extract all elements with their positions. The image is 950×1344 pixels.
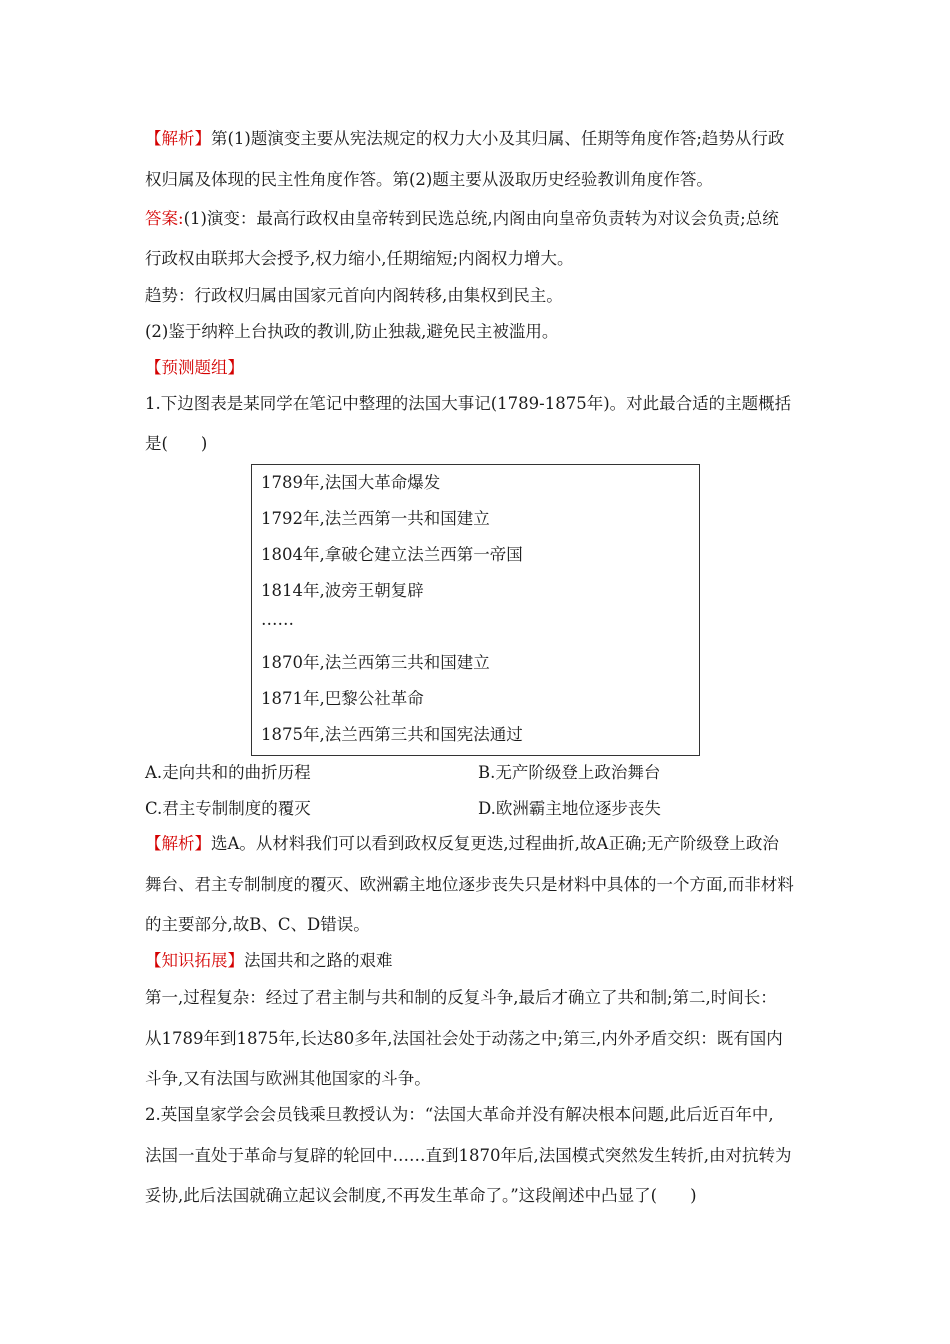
extension-heading — [145, 947, 393, 971]
q2-line-2: 法国一直处于革命与复辟的轮回中……直到1870年后,法国模式突然发生转折,由对抗转为 — [145, 1146, 792, 1165]
extension-line-1: 第一,过程复杂：经过了君主制与共和制的反复斗争,最后才确立了共和制;第二,时间长： — [145, 988, 777, 1007]
table-row: 1814年,波旁王朝复辟 — [261, 581, 424, 600]
analysis-text: 第(1)题演变主要从宪法规定的权力大小及其归属、任期等角度作答;趋势从行政 — [211, 129, 785, 148]
extension-line-3: 斗争,又有法国与欧洲其他国家的斗争。 — [145, 1069, 431, 1088]
table-row: …… — [261, 610, 294, 629]
analysis-line-2: 权归属及体现的民主性角度作答。第(2)题主要从汲取历史经验教训角度作答。 — [145, 170, 713, 189]
q2-line-3: 妥协,此后法国就确立起议会制度,不再发生革命了。”这段阐述中凸显了( ) — [145, 1186, 697, 1205]
table-row: 1871年,巴黎公社革命 — [261, 689, 424, 708]
q1-analysis-tag: 【解析】 — [145, 834, 211, 853]
q2-line-1: 2.英国皇家学会会员钱乘旦教授认为：“法国大革命并没有解决根本问题,此后近百年中, — [145, 1105, 774, 1124]
answer-tag: 答案: — [145, 209, 184, 228]
section-predict-heading: 【预测题组】 — [145, 358, 244, 377]
q1-option-d[interactable]: D.欧洲霸主地位逐步丧失 — [478, 799, 661, 818]
answer-line-1 — [145, 205, 779, 229]
answer-text: (1)演变：最高行政权由皇帝转到民选总统,内阁由向皇帝负责转为对议会负责;总统 — [183, 209, 779, 228]
q1-option-b[interactable]: B.无产阶级登上政治舞台 — [478, 763, 661, 782]
q1-stem-line-1: 1.下边图表是某同学在笔记中整理的法国大事记(1789-1875年)。对此最合适的主题概括 — [145, 394, 792, 413]
q1-analysis-text: 选A。从材料我们可以看到政权反复更迭,过程曲折,故A正确;无产阶级登上政治 — [211, 834, 779, 853]
analysis-tag: 【解析】 — [145, 129, 211, 148]
q1-event-table — [251, 464, 700, 756]
q1-analysis-line-1 — [145, 830, 779, 854]
q1-option-a[interactable]: A.走向共和的曲折历程 — [145, 763, 311, 782]
answer-line-2: 行政权由联邦大会授予,权力缩小,任期缩短;内阁权力增大。 — [145, 249, 574, 268]
extension-line-2: 从1789年到1875年,长达80多年,法国社会处于动荡之中;第三,内外矛盾交织：既有国内 — [145, 1029, 783, 1048]
table-row: 1870年,法兰西第三共和国建立 — [261, 653, 490, 672]
analysis-line-1 — [145, 125, 784, 149]
table-row: 1804年,拿破仑建立法兰西第一帝国 — [261, 545, 523, 564]
table-row: 1789年,法国大革命爆发 — [261, 473, 441, 492]
extension-tag: 【知识拓展】 — [145, 951, 244, 970]
table-row: 1792年,法兰西第一共和国建立 — [261, 509, 490, 528]
answer-part2: (2)鉴于纳粹上台执政的教训,防止独裁,避免民主被滥用。 — [145, 322, 559, 341]
q1-analysis-line-3: 的主要部分,故B、C、D错误。 — [145, 915, 370, 934]
q1-analysis-line-2: 舞台、君主专制制度的覆灭、欧洲霸主地位逐步丧失只是材料中具体的一个方面,而非材料 — [145, 875, 794, 894]
extension-title: 法国共和之路的艰难 — [244, 951, 393, 970]
q1-option-c[interactable]: C.君主专制制度的覆灭 — [145, 799, 311, 818]
table-row: 1875年,法兰西第三共和国宪法通过 — [261, 725, 523, 744]
q1-stem-line-2: 是( ) — [145, 434, 208, 453]
answer-trend: 趋势：行政权归属由国家元首向内阁转移,由集权到民主。 — [145, 286, 563, 305]
